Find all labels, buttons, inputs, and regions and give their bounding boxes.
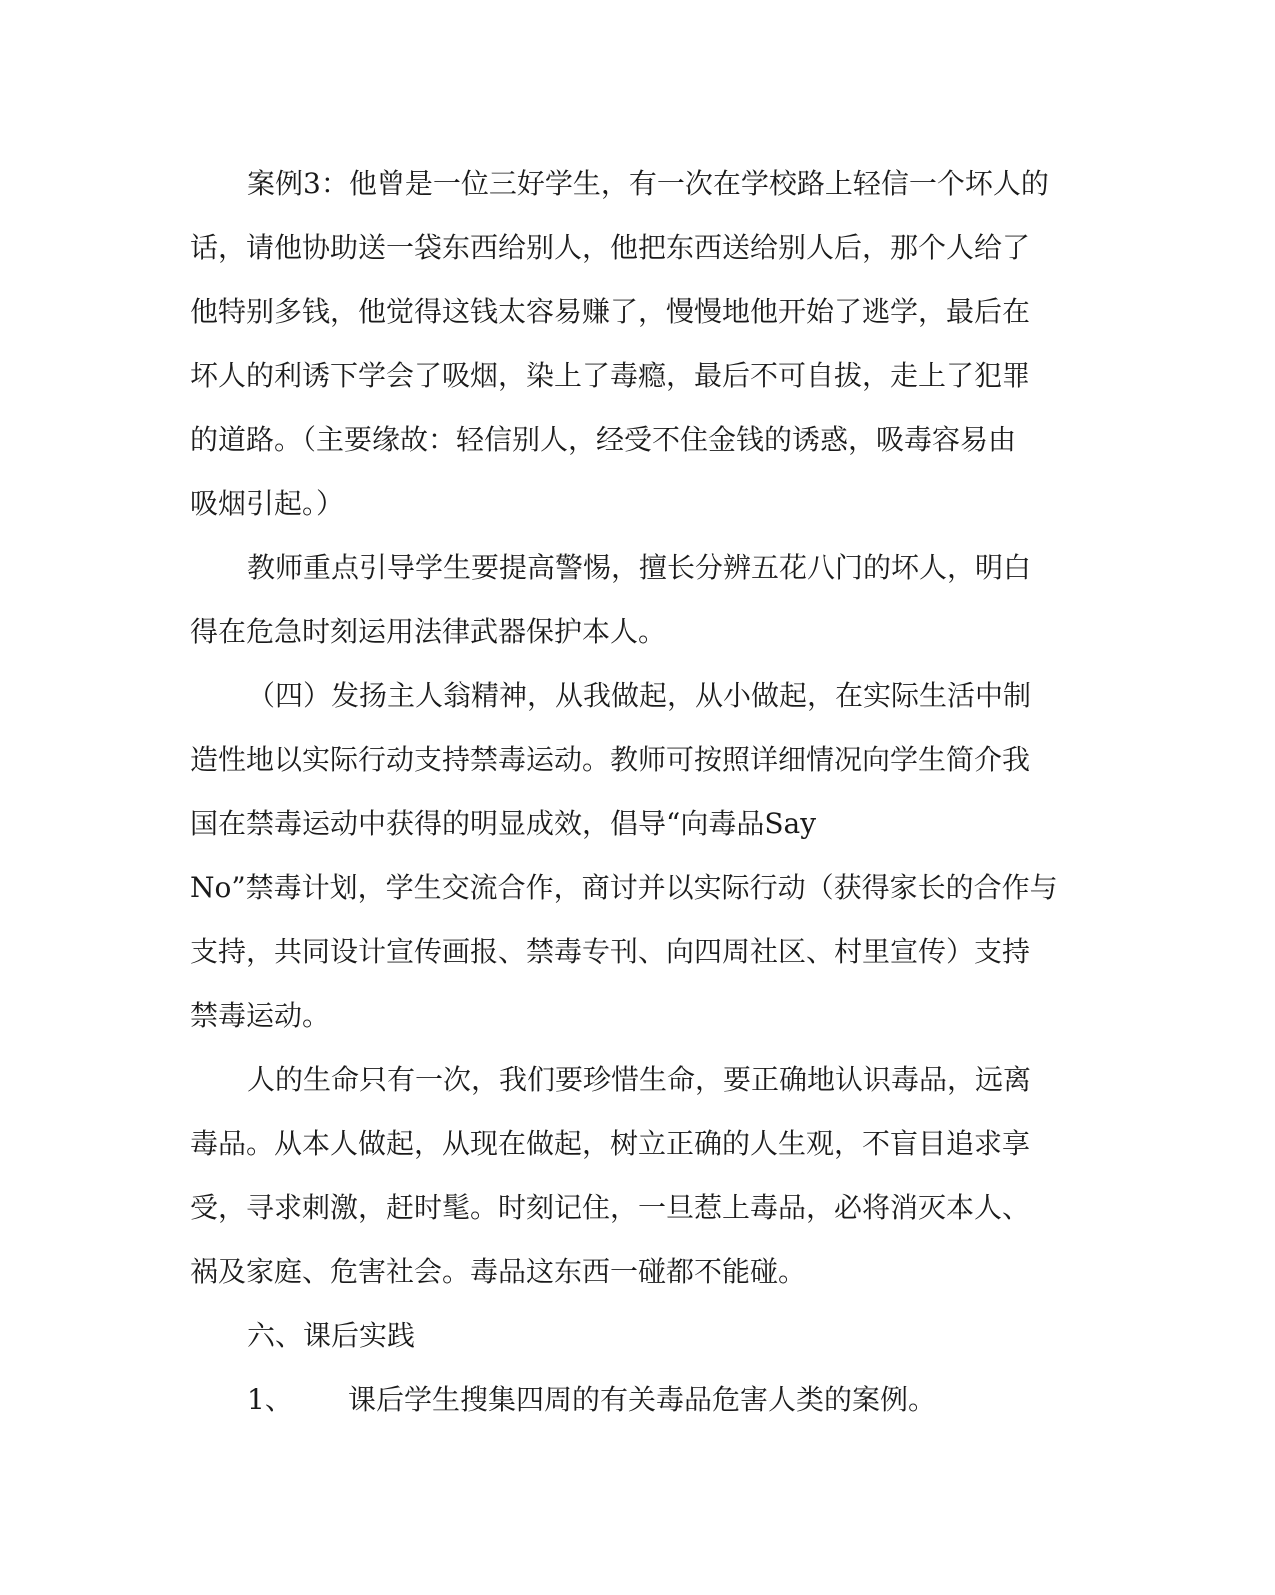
list-item-number: 1、 (247, 1383, 293, 1416)
paragraph-teacher-guide (190, 536, 1070, 664)
text-line: No”禁毒计划，学生交流合作，商讨并以实际行动（获得家长的合作与 (190, 871, 1058, 904)
paragraph-section-four (190, 664, 1070, 1048)
list-item-text: 课后学生搜集四周的有关毒品危害人类的案例。 (348, 1383, 937, 1416)
text-line: 毒品。从本人做起，从现在做起，树立正确的人生观，不盲目追求享 (190, 1127, 1031, 1160)
text-line: 案例3：他曾是一位三好学生，有一次在学校路上轻信一个坏人的 (247, 167, 1049, 200)
text-line: 受，寻求刺激，赶时髦。时刻记住，一旦惹上毒品，必将消灭本人、 (190, 1191, 1031, 1224)
document-body (190, 152, 1070, 1432)
text-line: 造性地以实际行动支持禁毒运动。教师可按照详细情况向学生简介我 (190, 743, 1031, 776)
paragraph-case3 (190, 152, 1070, 536)
text-line: （四）发扬主人翁精神，从我做起，从小做起，在实际生活中制 (247, 679, 1032, 712)
text-line: 国在禁毒运动中获得的明显成效，倡导“向毒品Say (190, 807, 817, 840)
text-line: 坏人的利诱下学会了吸烟，染上了毒瘾，最后不可自拔，走上了犯罪 (190, 359, 1031, 392)
text-line: 的道路。（主要缘故：轻信别人，经受不住金钱的诱惑，吸毒容易由 (190, 423, 1017, 456)
paragraph-conclusion (190, 1048, 1070, 1304)
text-line: 教师重点引导学生要提高警惕，擅长分辨五花八门的坏人，明白 (247, 551, 1032, 584)
text-line: 祸及家庭、危害社会。毒品这东西一碰都不能碰。 (190, 1255, 807, 1288)
text-line: 话，请他协助送一袋东西给别人，他把东西送给别人后，那个人给了 (190, 231, 1031, 264)
list-item (190, 1368, 1070, 1432)
text-line: 支持，共同设计宣传画报、禁毒专刊、向四周社区、村里宣传）支持 (190, 935, 1031, 968)
text-line: 吸烟引起。） (190, 487, 345, 520)
section-heading: 六、课后实践 (247, 1319, 416, 1352)
text-line: 人的生命只有一次，我们要珍惜生命，要正确地认识毒品，远离 (247, 1063, 1032, 1096)
section-heading-practice (190, 1304, 1070, 1368)
text-line: 得在危急时刻运用法律武器保护本人。 (190, 615, 667, 648)
text-line: 他特别多钱，他觉得这钱太容易赚了，慢慢地他开始了逃学，最后在 (190, 295, 1031, 328)
text-line: 禁毒运动。 (190, 999, 331, 1032)
